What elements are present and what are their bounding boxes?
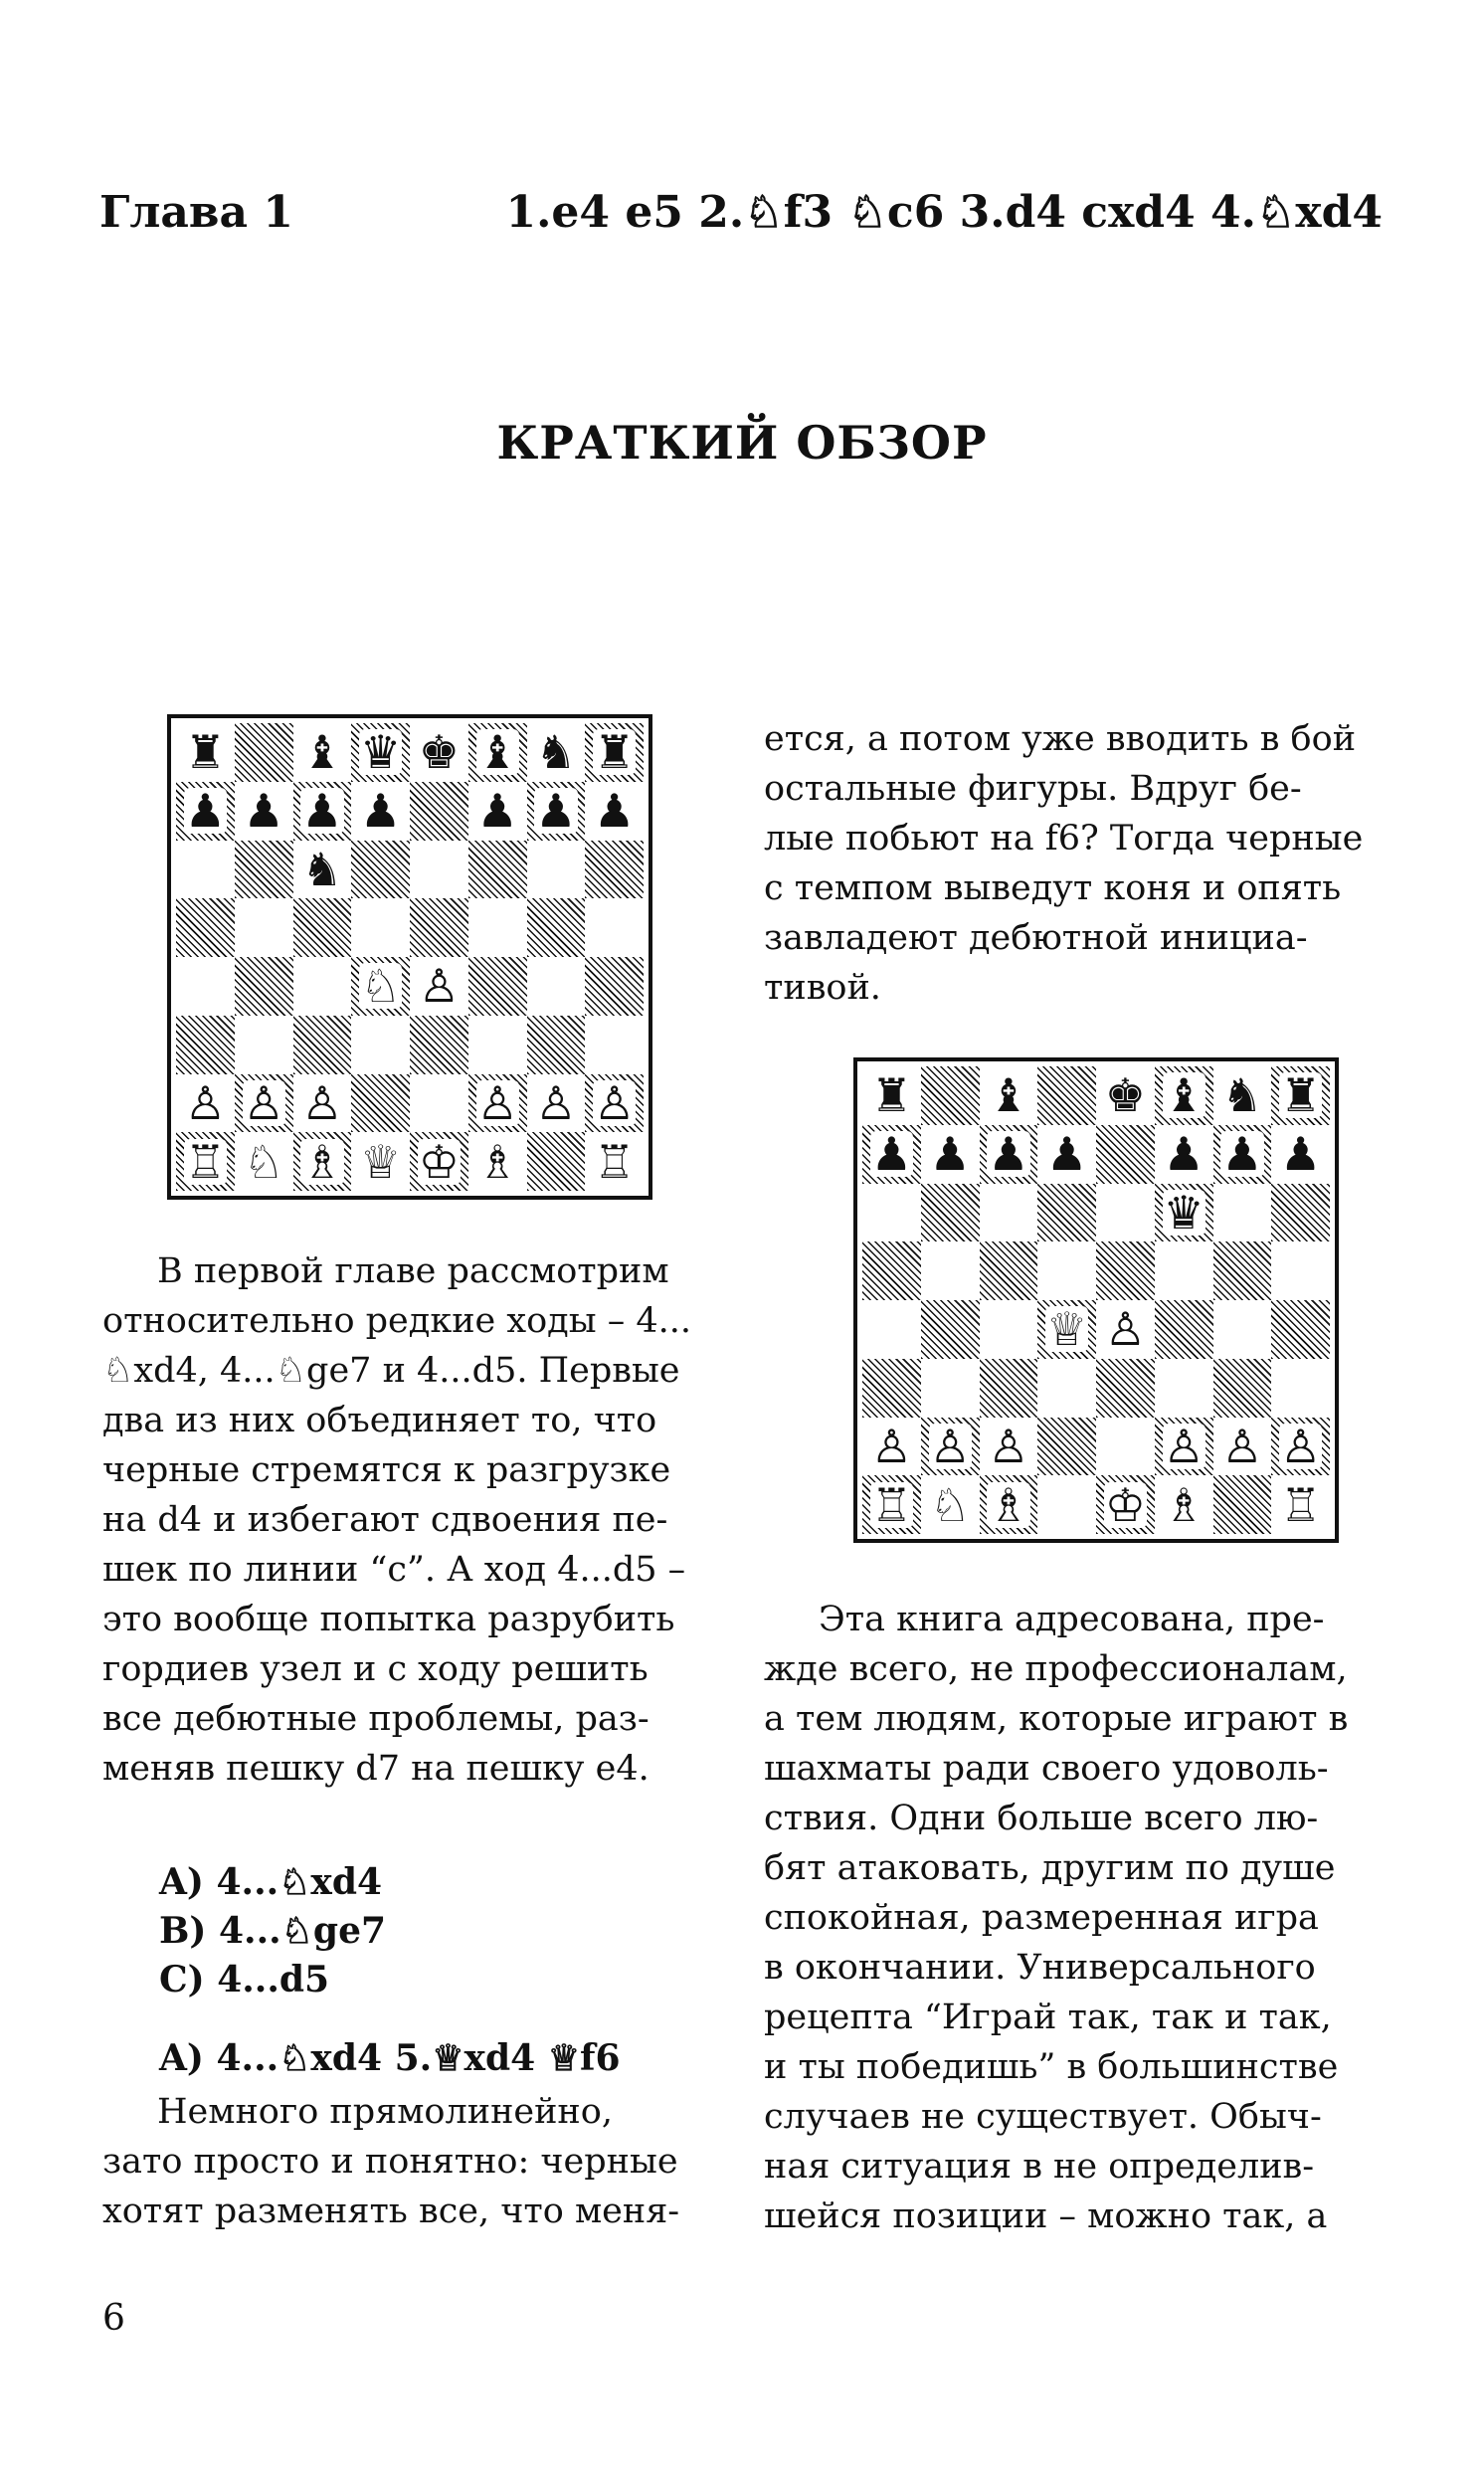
chess-piece-icon: ♖ — [594, 1134, 636, 1189]
board-square — [1037, 1184, 1096, 1242]
chess-piece-icon: ♖ — [184, 1134, 226, 1189]
board-square — [468, 898, 527, 957]
board-square — [176, 898, 235, 957]
chess-piece-icon: ♟ — [476, 784, 518, 839]
board-square — [1213, 1300, 1272, 1359]
chess-piece-icon: ♟ — [301, 784, 343, 839]
board-square — [176, 1132, 235, 1191]
text-line: а тем людям, которые играют в — [764, 1699, 1349, 1739]
board-square — [1213, 1125, 1272, 1184]
text-line: лые побьют на f6? Тогда черные — [764, 819, 1364, 858]
board-square — [921, 1475, 980, 1534]
chess-piece-icon: ♙ — [929, 1419, 971, 1473]
board-square — [980, 1475, 1038, 1534]
board-square — [351, 1074, 410, 1133]
board-square — [235, 1074, 293, 1133]
text-line: тивой. — [764, 968, 881, 1008]
chess-piece-icon: ♝ — [301, 725, 343, 780]
board-square — [862, 1125, 921, 1184]
board-square — [1037, 1418, 1096, 1476]
board-square — [176, 1074, 235, 1133]
board-square — [1037, 1475, 1096, 1534]
book-intro-paragraph — [764, 1595, 1373, 2241]
board-square — [1096, 1184, 1155, 1242]
board-square — [293, 1132, 352, 1191]
chess-piece-icon: ♟ — [360, 784, 402, 839]
board-square — [410, 898, 468, 957]
chess-piece-icon: ♙ — [870, 1419, 912, 1473]
board-square — [921, 1241, 980, 1300]
text-line: гордиев узел и с ходу решить — [102, 1649, 649, 1689]
board-square — [527, 1074, 586, 1133]
board-square — [1271, 1241, 1330, 1300]
chess-piece-icon: ♟ — [929, 1127, 971, 1182]
board-square — [921, 1184, 980, 1242]
board-square — [1037, 1241, 1096, 1300]
board-square — [1213, 1475, 1272, 1534]
board-square — [980, 1359, 1038, 1418]
text-line: В первой главе рассмотрим — [157, 1251, 669, 1291]
chess-piece-icon: ♜ — [594, 725, 636, 780]
board-square — [468, 957, 527, 1016]
text-line: Эта книга адресована, пре- — [819, 1600, 1325, 1639]
board-square — [921, 1418, 980, 1476]
text-line: жде всего, не профессионалам, — [764, 1649, 1348, 1689]
board-square — [235, 841, 293, 899]
text-line: шахматы ради своего удоволь- — [764, 1749, 1329, 1789]
chess-piece-icon: ♟ — [988, 1127, 1029, 1182]
text-line: и ты победишь” в большинстве — [764, 2047, 1339, 2087]
board-square — [176, 957, 235, 1016]
chess-piece-icon: ♕ — [1046, 1302, 1088, 1357]
board-square — [410, 1074, 468, 1133]
chess-piece-icon: ♙ — [1104, 1302, 1146, 1357]
text-line: случаев не существует. Обыч- — [764, 2097, 1322, 2137]
chess-piece-icon: ♗ — [1163, 1477, 1205, 1532]
chess-piece-icon: ♟ — [1163, 1127, 1205, 1182]
text-line: спокойная, размеренная игра — [764, 1898, 1319, 1938]
chess-piece-icon: ♙ — [535, 1075, 577, 1130]
text-line: все дебютные проблемы, раз- — [102, 1699, 649, 1739]
text-line: остальные фигуры. Вдруг бе- — [764, 769, 1302, 809]
board-square — [1271, 1475, 1330, 1534]
board-square — [1096, 1241, 1155, 1300]
chess-piece-icon: ♞ — [1221, 1068, 1263, 1123]
chess-piece-icon: ♝ — [988, 1068, 1029, 1123]
board-square — [1271, 1125, 1330, 1184]
text-line: ется, а потом уже вводить в бой — [764, 719, 1357, 759]
board-square — [1155, 1300, 1213, 1359]
chess-piece-icon: ♜ — [870, 1068, 912, 1123]
chess-piece-icon: ♗ — [476, 1134, 518, 1189]
chess-piece-icon: ♙ — [243, 1075, 284, 1130]
chess-piece-icon: ♕ — [360, 1134, 402, 1189]
board-square — [1096, 1125, 1155, 1184]
chess-piece-icon: ♘ — [243, 1134, 284, 1189]
board-square — [980, 1300, 1038, 1359]
board-square — [235, 723, 293, 782]
board-square — [468, 1074, 527, 1133]
chess-piece-icon: ♗ — [988, 1477, 1029, 1532]
board-square — [585, 1132, 644, 1191]
chess-piece-icon: ♙ — [476, 1075, 518, 1130]
chess-piece-icon: ♚ — [418, 725, 460, 780]
board-square — [1037, 1125, 1096, 1184]
board-square — [1213, 1241, 1272, 1300]
board-square — [1155, 1359, 1213, 1418]
board-square — [527, 841, 586, 899]
text-line: меняв пешку d7 на пешку е4. — [102, 1749, 649, 1789]
section-title: КРАТКИЙ ОБЗОР — [496, 416, 988, 470]
board-square — [293, 782, 352, 841]
board-square — [1213, 1066, 1272, 1125]
board-square — [1037, 1359, 1096, 1418]
board-square — [980, 1184, 1038, 1242]
board-square — [410, 1132, 468, 1191]
board-square — [527, 1132, 586, 1191]
board-square — [293, 1016, 352, 1074]
chapter-moves: 1.e4 e5 2.♘f3 ♘c6 3.d4 cxd4 4.♘xd4 — [505, 187, 1383, 238]
text-line: относительно редкие ходы – 4... — [102, 1301, 691, 1341]
board-square — [1096, 1418, 1155, 1476]
board-square — [1037, 1066, 1096, 1125]
board-square — [1096, 1300, 1155, 1359]
chess-piece-icon: ♟ — [1280, 1127, 1322, 1182]
chess-piece-icon: ♟ — [594, 784, 636, 839]
chess-piece-icon: ♙ — [1163, 1419, 1205, 1473]
board-square — [980, 1241, 1038, 1300]
chess-piece-icon: ♚ — [1104, 1068, 1146, 1123]
board-square — [235, 1132, 293, 1191]
board-square — [1155, 1066, 1213, 1125]
chess-piece-icon: ♜ — [184, 725, 226, 780]
text-line: ♘xd4, 4...♘ge7 и 4...d5. Первые — [102, 1351, 680, 1391]
chess-piece-icon: ♙ — [418, 959, 460, 1014]
board-square — [351, 957, 410, 1016]
board-square — [410, 782, 468, 841]
board-square — [410, 723, 468, 782]
chess-piece-icon: ♟ — [1046, 1127, 1088, 1182]
board-square — [527, 1016, 586, 1074]
text-line: два из них объединяет то, что — [102, 1401, 657, 1440]
board-square — [293, 957, 352, 1016]
chess-piece-icon: ♙ — [988, 1419, 1029, 1473]
board-square — [468, 723, 527, 782]
variation-b: B) 4...♘ge7 — [159, 1910, 387, 1952]
board-square — [585, 723, 644, 782]
chess-piece-icon: ♞ — [301, 842, 343, 896]
board-square — [235, 898, 293, 957]
continuation-paragraph — [764, 714, 1373, 1013]
text-line: с темпом выведут коня и опять — [764, 868, 1342, 908]
board-square — [468, 841, 527, 899]
chess-piece-icon: ♔ — [418, 1134, 460, 1189]
board-square — [585, 1016, 644, 1074]
board-square — [585, 898, 644, 957]
chess-piece-icon: ♟ — [870, 1127, 912, 1182]
board-square — [1155, 1241, 1213, 1300]
variation-paragraph — [102, 2087, 711, 2236]
chess-diagram-1 — [167, 714, 652, 1200]
text-line: рецепта “Играй так, так и так, — [764, 1998, 1332, 2037]
text-line: хотят разменять все, что меня- — [102, 2191, 680, 2231]
board-square — [468, 1016, 527, 1074]
chapter-header — [99, 187, 1383, 247]
board-square — [235, 1016, 293, 1074]
board-square — [980, 1418, 1038, 1476]
board-square — [468, 1132, 527, 1191]
board-square — [1213, 1418, 1272, 1476]
text-line: в окончании. Универсального — [764, 1948, 1316, 1988]
text-line: бят атаковать, другим по душе — [764, 1848, 1336, 1888]
text-line: завладеют дебютной инициа- — [764, 918, 1308, 958]
board-square — [1096, 1066, 1155, 1125]
board-square — [293, 898, 352, 957]
board-square — [351, 841, 410, 899]
board-grid — [176, 723, 644, 1191]
chess-piece-icon: ♙ — [1221, 1419, 1263, 1473]
board-square — [293, 841, 352, 899]
chess-piece-icon: ♘ — [929, 1477, 971, 1532]
board-square — [862, 1184, 921, 1242]
page-number: 6 — [102, 2298, 125, 2339]
text-line: это вообще попытка разрубить — [102, 1600, 675, 1639]
chess-piece-icon: ♖ — [870, 1477, 912, 1532]
chess-piece-icon: ♗ — [301, 1134, 343, 1189]
board-square — [862, 1066, 921, 1125]
board-square — [980, 1125, 1038, 1184]
board-square — [410, 1016, 468, 1074]
chess-piece-icon: ♛ — [360, 725, 402, 780]
text-line: шек по линии “c”. А ход 4...d5 – — [102, 1550, 686, 1590]
board-square — [862, 1300, 921, 1359]
board-square — [1271, 1418, 1330, 1476]
chess-piece-icon: ♝ — [1163, 1068, 1205, 1123]
chess-piece-icon: ♔ — [1104, 1477, 1146, 1532]
text-line: на d4 и избегают сдвоения пе- — [102, 1500, 668, 1540]
variations-list — [159, 1858, 386, 2004]
board-square — [410, 841, 468, 899]
chess-piece-icon: ♟ — [184, 784, 226, 839]
board-square — [1271, 1066, 1330, 1125]
variation-c: C) 4...d5 — [159, 1959, 330, 2001]
board-square — [1271, 1300, 1330, 1359]
board-grid — [862, 1066, 1330, 1534]
chess-piece-icon: ♟ — [243, 784, 284, 839]
board-square — [1271, 1184, 1330, 1242]
text-line: шейся позиции – можно так, а — [764, 2196, 1328, 2236]
board-square — [527, 898, 586, 957]
board-square — [862, 1241, 921, 1300]
board-square — [235, 782, 293, 841]
board-square — [176, 1016, 235, 1074]
text-line: Немного прямолинейно, — [157, 2092, 613, 2132]
board-square — [176, 723, 235, 782]
board-square — [1271, 1359, 1330, 1418]
chess-piece-icon: ♖ — [1280, 1477, 1322, 1532]
chess-piece-icon: ♙ — [301, 1075, 343, 1130]
chapter-label: Глава 1 — [99, 187, 293, 238]
chess-piece-icon: ♝ — [476, 725, 518, 780]
board-square — [1155, 1475, 1213, 1534]
board-square — [351, 782, 410, 841]
chess-piece-icon: ♙ — [594, 1075, 636, 1130]
chess-piece-icon: ♙ — [184, 1075, 226, 1130]
board-square — [1155, 1418, 1213, 1476]
board-square — [527, 723, 586, 782]
board-square — [1213, 1184, 1272, 1242]
board-square — [1096, 1475, 1155, 1534]
board-square — [862, 1475, 921, 1534]
board-square — [980, 1066, 1038, 1125]
board-square — [921, 1300, 980, 1359]
board-square — [1096, 1359, 1155, 1418]
chess-piece-icon: ♛ — [1163, 1185, 1205, 1239]
board-square — [410, 957, 468, 1016]
variation-subheading: A) 4...♘xd4 5.♕xd4 ♕f6 — [159, 2037, 621, 2079]
intro-paragraph — [102, 1246, 711, 1794]
board-square — [527, 957, 586, 1016]
board-square — [1155, 1184, 1213, 1242]
board-square — [921, 1359, 980, 1418]
text-line: ная ситуация в не определив- — [764, 2147, 1315, 2187]
board-square — [585, 782, 644, 841]
board-square — [585, 841, 644, 899]
board-square — [176, 782, 235, 841]
board-square — [527, 782, 586, 841]
chess-piece-icon: ♟ — [535, 784, 577, 839]
board-square — [585, 1074, 644, 1133]
board-square — [585, 957, 644, 1016]
board-square — [351, 898, 410, 957]
board-square — [921, 1125, 980, 1184]
board-square — [862, 1418, 921, 1476]
board-square — [293, 723, 352, 782]
board-square — [1037, 1300, 1096, 1359]
variation-a: A) 4...♘xd4 — [159, 1861, 383, 1903]
text-line: зато просто и понятно: черные — [102, 2142, 678, 2182]
board-square — [351, 723, 410, 782]
chess-piece-icon: ♞ — [535, 725, 577, 780]
board-square — [862, 1359, 921, 1418]
board-square — [921, 1066, 980, 1125]
text-line: ствия. Одни больше всего лю- — [764, 1799, 1319, 1838]
chess-piece-icon: ♙ — [1280, 1419, 1322, 1473]
board-square — [1213, 1359, 1272, 1418]
chess-piece-icon: ♘ — [360, 959, 402, 1014]
chess-piece-icon: ♜ — [1280, 1068, 1322, 1123]
board-square — [1155, 1125, 1213, 1184]
chess-piece-icon: ♟ — [1221, 1127, 1263, 1182]
board-square — [176, 841, 235, 899]
board-square — [351, 1132, 410, 1191]
board-square — [468, 782, 527, 841]
board-square — [235, 957, 293, 1016]
chess-diagram-2 — [853, 1057, 1339, 1543]
text-line: черные стремятся к разгрузке — [102, 1450, 671, 1490]
board-square — [293, 1074, 352, 1133]
board-square — [351, 1016, 410, 1074]
